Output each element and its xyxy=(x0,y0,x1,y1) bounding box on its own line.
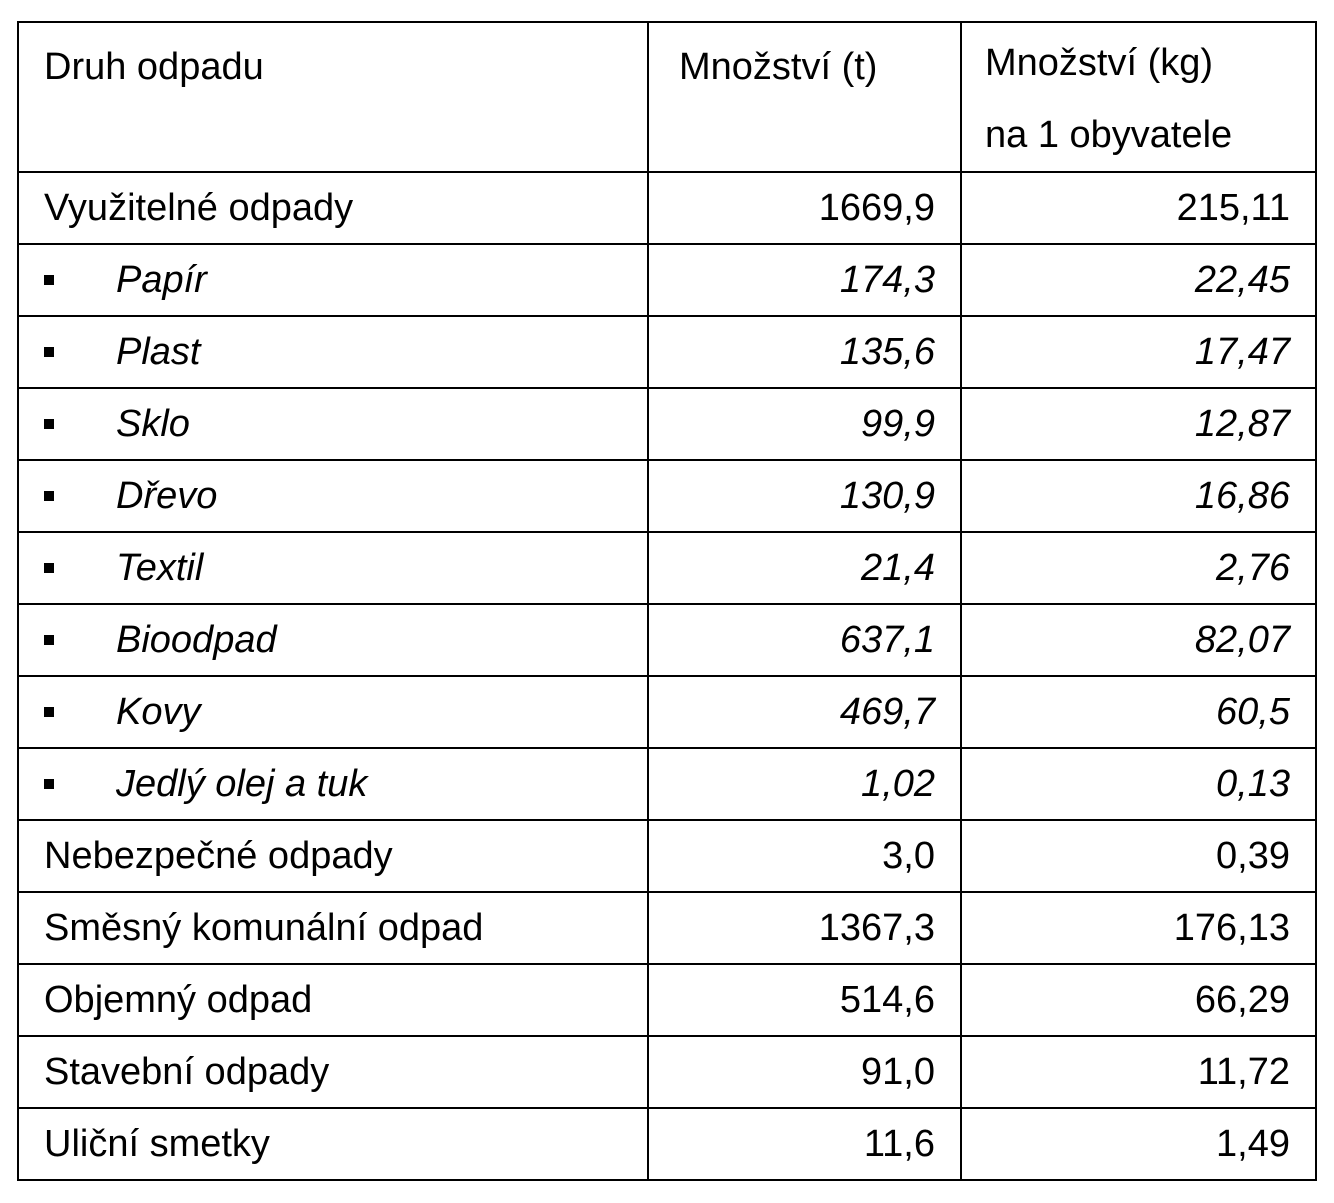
row-kg: 66,29 xyxy=(961,964,1316,1036)
row-tonnes: 1,02 xyxy=(648,748,961,820)
bullet-icon xyxy=(44,779,54,789)
row-name: Dřevo xyxy=(18,460,648,532)
row-tonnes: 130,9 xyxy=(648,460,961,532)
table-row-sub xyxy=(18,748,1316,820)
row-tonnes: 514,6 xyxy=(648,964,961,1036)
table-row-sub xyxy=(18,316,1316,388)
row-tonnes: 91,0 xyxy=(648,1036,961,1108)
table-row-sub xyxy=(18,388,1316,460)
table-row xyxy=(18,172,1316,244)
bullet-icon xyxy=(44,707,54,717)
row-name: Jedlý olej a tuk xyxy=(18,748,648,820)
row-kg: 1,49 xyxy=(961,1108,1316,1180)
row-tonnes: 174,3 xyxy=(648,244,961,316)
row-name: Bioodpad xyxy=(18,604,648,676)
row-tonnes: 21,4 xyxy=(648,532,961,604)
row-kg: 60,5 xyxy=(961,676,1316,748)
row-name: Textil xyxy=(18,532,648,604)
header-kg-line1: Množství (kg) xyxy=(985,42,1214,84)
row-name: Nebezpečné odpady xyxy=(18,820,648,892)
table-header-row xyxy=(18,22,1316,172)
row-tonnes: 1669,9 xyxy=(648,172,961,244)
row-tonnes: 1367,3 xyxy=(648,892,961,964)
row-kg: 0,13 xyxy=(961,748,1316,820)
row-tonnes: 637,1 xyxy=(648,604,961,676)
row-kg: 16,86 xyxy=(961,460,1316,532)
row-name: Směsný komunální odpad xyxy=(18,892,648,964)
row-tonnes: 469,7 xyxy=(648,676,961,748)
row-kg: 22,45 xyxy=(961,244,1316,316)
header-kg-line2: na 1 obyvatele xyxy=(985,114,1233,157)
bullet-icon xyxy=(44,491,54,501)
waste-table xyxy=(17,21,1317,1181)
row-kg: 0,39 xyxy=(961,820,1316,892)
row-tonnes: 3,0 xyxy=(648,820,961,892)
table-row xyxy=(18,892,1316,964)
row-kg: 2,76 xyxy=(961,532,1316,604)
row-kg: 82,07 xyxy=(961,604,1316,676)
row-tonnes: 135,6 xyxy=(648,316,961,388)
row-name: Objemný odpad xyxy=(18,964,648,1036)
header-amount-tonnes: Množství (t) xyxy=(648,22,961,172)
table-row-sub xyxy=(18,604,1316,676)
table-row xyxy=(18,1108,1316,1180)
row-name: Papír xyxy=(18,244,648,316)
row-tonnes: 99,9 xyxy=(648,388,961,460)
bullet-icon xyxy=(44,347,54,357)
row-kg: 11,72 xyxy=(961,1036,1316,1108)
table-row-sub xyxy=(18,532,1316,604)
table-row-sub xyxy=(18,460,1316,532)
bullet-icon xyxy=(44,563,54,573)
bullet-icon xyxy=(44,419,54,429)
bullet-icon xyxy=(44,635,54,645)
table-row-sub xyxy=(18,676,1316,748)
row-name: Využitelné odpady xyxy=(18,172,648,244)
row-kg: 12,87 xyxy=(961,388,1316,460)
row-name: Sklo xyxy=(18,388,648,460)
row-name: Uliční smetky xyxy=(18,1108,648,1180)
row-name: Plast xyxy=(18,316,648,388)
row-tonnes: 11,6 xyxy=(648,1108,961,1180)
row-kg: 176,13 xyxy=(961,892,1316,964)
table-row xyxy=(18,820,1316,892)
table-row xyxy=(18,1036,1316,1108)
header-waste-type: Druh odpadu xyxy=(18,22,648,172)
row-name: Stavební odpady xyxy=(18,1036,648,1108)
row-kg: 215,11 xyxy=(961,172,1316,244)
row-name: Kovy xyxy=(18,676,648,748)
table-row xyxy=(18,964,1316,1036)
row-kg: 17,47 xyxy=(961,316,1316,388)
bullet-icon xyxy=(44,275,54,285)
table-row-sub xyxy=(18,244,1316,316)
header-amount-kg-per-capita xyxy=(961,22,1316,172)
